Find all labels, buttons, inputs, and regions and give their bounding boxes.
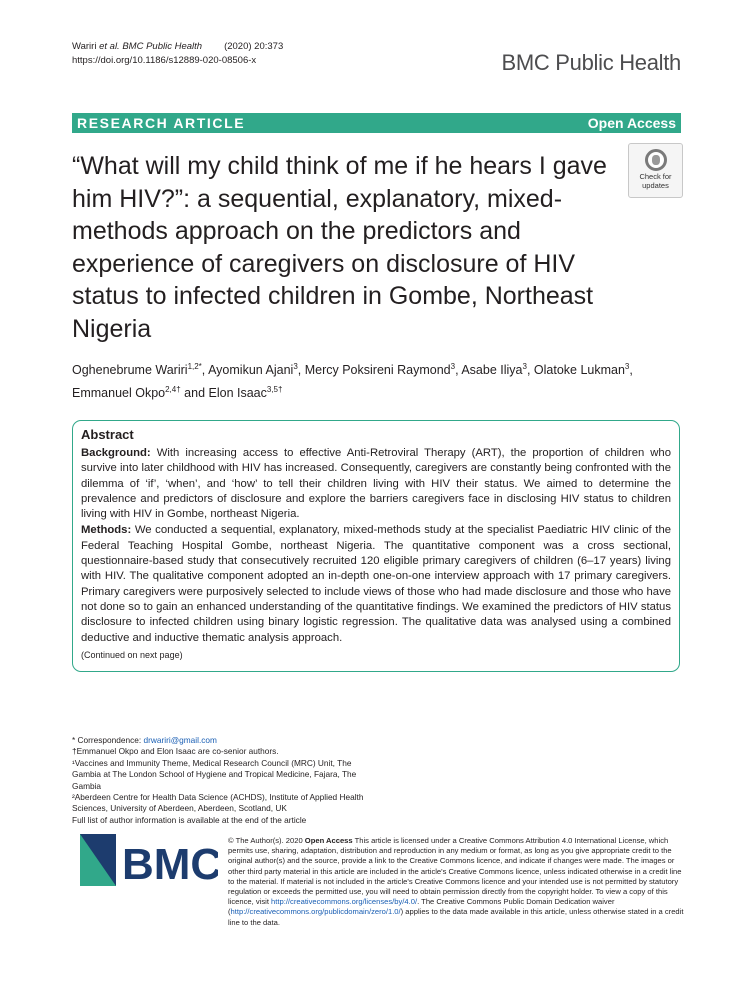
bmc-logo-icon [78, 830, 218, 890]
open-access-label: Open Access [587, 115, 676, 131]
bmc-logo [78, 830, 218, 890]
abstract-box [72, 420, 680, 672]
article-type-label: RESEARCH ARTICLE [77, 115, 246, 131]
author[interactable]: Mercy Poksireni Raymond$^3$ [304, 362, 456, 378]
correspondence: * Correspondence: drwariri@gmail.com [72, 735, 217, 745]
journal-name: BMC Public Health [501, 50, 681, 75]
author[interactable]: Olatoke Lukman$^3$ [533, 362, 630, 378]
full-list-note: Full list of author information is available at the end of the article [72, 814, 307, 825]
co-senior-note: †Emmanuel Okpo and Elon Isaac are co-senior authors. [72, 746, 279, 757]
abstract-methods: Methods: We conducted a sequential, explanatory, mixed-methods study at the specialist Paediatric HIV clinic of the Federal Teaching Hospital Gombe, northeast Nigeria. The quantitative component was a cross sectional, questionnaire-based study that consecutively recruited 120 eligible primary caregivers of children (6–17 years) living with HIV. The qualitative component adopted an in-depth one-on-one interview approach with 17 primary caregivers. Primary caregivers were purposively selected to include views of those who had made disclosure and those who have not done so to gain an enhanced understanding of the quantitative findings. We examined the predictors of HIV status disclosure to infected children using binary logistic regression. The qualitative data was analysed using a combined deductive and inductive thematic analysis approach. [81, 524, 672, 644]
author-list: Oghenebrume Wariri$^{1,2*}$, Ayomikun Ajani$^3$, Mercy Poksireni Raymond$^3$, Asabe Iliya$^3$, Olatoke Lukman$^3$, Emmanuel Okpo$^{2,4\dagger}$ and Elon Isaac$^{3,5\dagger}$ [72, 362, 633, 401]
cite-authors: Wariri [72, 41, 97, 52]
article-title: “What will my child think of me if he hears I gave him HIV?”: a sequential, explanatory, mixed-methods approach on the predictors and experience of caregivers on disclosure of HIV status to infected children in Gombe, Northeast Nigeria [72, 152, 607, 343]
footnotes [72, 735, 372, 826]
crossmark-icon [645, 149, 667, 171]
license-text: © The Author(s). 2020 Open Access This article is licensed under a Creative Commons Attribution 4.0 International License, which permits use, sharing, adaptation, distribution and reproduction in any medium or format, as long as you give appropriate credit to the original author(s) and the source, provide a link to the Creative Commons licence, and indicate if changes were made. The images or other third party material in this article are included in the article's Creative Commons licence, unless indicated otherwise in a credit line to the material. If material is not included in the article's Creative Commons licence and your intended use is not permitted by statutory regulation or exceeds the permitted use, you will need to obtain permission directly from the copyright holder. To view a copy of this licence, visit http://creativecommons.org/licenses/by/4.0/. The Creative Commons Public Domain Dedication waiver (http://creativecommons.org/publicdomain/zero/1.0/) applies to the data made available in this article, unless otherwise stated in a credit line to the data. [228, 836, 684, 927]
svg-text:BMC: BMC [122, 840, 218, 889]
author[interactable]: Elon Isaac$^{3,5\dagger}$ [208, 385, 283, 401]
correspondence-email[interactable]: drwariri@gmail.com [143, 735, 217, 745]
article-type-banner [72, 113, 681, 133]
author[interactable]: Emmanuel Okpo$^{2,4\dagger}$ [72, 385, 181, 401]
affiliation-1: ¹Vaccines and Immunity Theme, Medical Research Council (MRC) Unit, The Gambia at The London School of Hygiene and Tropical Medicine, Fajara, The Gambia [72, 757, 357, 791]
check-for-updates-button[interactable] [628, 143, 683, 198]
citation-header [72, 40, 283, 68]
affiliation-2: ²Aberdeen Centre for Health Data Science (ACHDS), Institute of Applied Health Sciences, University of Aberdeen, Aberdeen, Scotland, UK [72, 792, 364, 814]
author[interactable]: Oghenebrume Wariri$^{1,2*}$ [72, 362, 202, 378]
doi-link[interactable]: https://doi.org/10.1186/s12889-020-08506-x [72, 55, 257, 66]
cite-year: (2020) 20:373 [224, 41, 284, 52]
license-link[interactable]: http://creativecommons.org/licenses/by/4.0/ [271, 897, 418, 907]
cite-journal: BMC Public Health [122, 41, 203, 52]
abstract-background: Background: With increasing access to effective Anti-Retroviral Therapy (ART), the proportion of children who survive into later childhood with HIV has increased. Consequently, caregivers are constantly being confronted with the dilemma of ‘if’, ‘when’, and ‘how’ to tell their children living with HIV their status. We aimed to determine the prevalence and predictors of disclosure and explore the barriers caregivers face in disclosing HIV status to children living with HIV in Gombe, northeast Nigeria. [81, 447, 671, 521]
abstract-heading: Abstract [81, 427, 134, 442]
waiver-link[interactable]: http://creativecommons.org/publicdomain/zero/1.0/ [230, 907, 401, 917]
continued-note: (Continued on next page) [81, 649, 183, 660]
author[interactable]: Asabe Iliya$^3$ [461, 362, 527, 378]
cite-etal: et al. [99, 41, 120, 52]
author[interactable]: Ayomikun Ajani$^3$ [208, 362, 298, 378]
check-for-updates-label: Check for updates [639, 172, 672, 190]
